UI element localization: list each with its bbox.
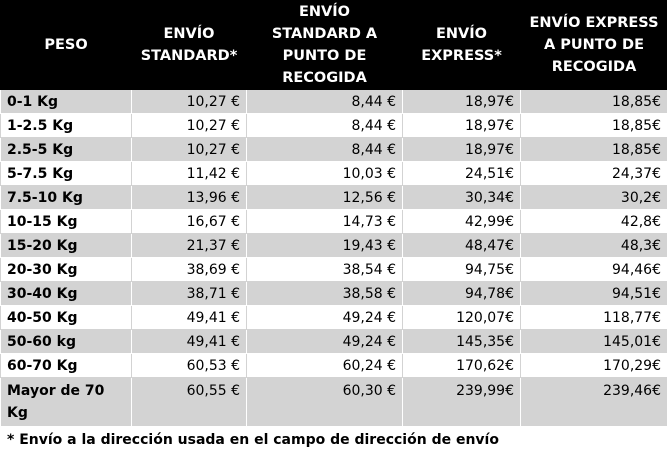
express-pickup-price-cell: 24,37€ xyxy=(521,162,667,186)
standard-price-cell: 38,69 € xyxy=(132,258,247,282)
standard-price-cell: 10,27 € xyxy=(132,90,247,114)
weight-cell: 60-70 Kg xyxy=(1,354,132,378)
header-standard-pickup: ENVÍO STANDARD A PUNTO DE RECOGIDA xyxy=(247,1,403,90)
weight-cell: 30-40 Kg xyxy=(1,282,132,306)
table-row xyxy=(1,306,667,330)
standard-pickup-price-cell: 49,24 € xyxy=(247,330,403,354)
express-pickup-price-cell: 42,8€ xyxy=(521,210,667,234)
express-pickup-price-cell: 145,01€ xyxy=(521,330,667,354)
standard-price-cell: 49,41 € xyxy=(132,306,247,330)
express-price-cell: 48,47€ xyxy=(403,234,521,258)
standard-pickup-price-cell: 38,54 € xyxy=(247,258,403,282)
express-price-cell: 170,62€ xyxy=(403,354,521,378)
table-row xyxy=(1,330,667,354)
table-row xyxy=(1,234,667,258)
standard-price-cell: 10,27 € xyxy=(132,114,247,138)
weight-cell: Mayor de 70 Kg xyxy=(1,378,132,427)
table-row xyxy=(1,186,667,210)
table-row xyxy=(1,90,667,114)
table-row xyxy=(1,138,667,162)
weight-cell: 5-7.5 Kg xyxy=(1,162,132,186)
standard-pickup-price-cell: 8,44 € xyxy=(247,114,403,138)
weight-cell: 7.5-10 Kg xyxy=(1,186,132,210)
express-price-cell: 120,07€ xyxy=(403,306,521,330)
standard-price-cell: 49,41 € xyxy=(132,330,247,354)
standard-pickup-price-cell: 60,24 € xyxy=(247,354,403,378)
weight-cell: 40-50 Kg xyxy=(1,306,132,330)
weight-cell: 10-15 Kg xyxy=(1,210,132,234)
express-pickup-price-cell: 18,85€ xyxy=(521,114,667,138)
header-standard: ENVÍO STANDARD* xyxy=(132,1,247,90)
standard-price-cell: 13,96 € xyxy=(132,186,247,210)
standard-price-cell: 38,71 € xyxy=(132,282,247,306)
standard-pickup-price-cell: 8,44 € xyxy=(247,138,403,162)
express-pickup-price-cell: 30,2€ xyxy=(521,186,667,210)
express-pickup-price-cell: 118,77€ xyxy=(521,306,667,330)
header-express: ENVÍO EXPRESS* xyxy=(403,1,521,90)
express-price-cell: 18,97€ xyxy=(403,90,521,114)
express-pickup-price-cell: 94,51€ xyxy=(521,282,667,306)
header-row xyxy=(1,1,667,90)
footnote: * Envío a la dirección usada en el campo de dirección de envío xyxy=(7,432,499,448)
table-row xyxy=(1,282,667,306)
table-row xyxy=(1,378,667,427)
express-pickup-price-cell: 94,46€ xyxy=(521,258,667,282)
table-row xyxy=(1,210,667,234)
express-pickup-price-cell: 48,3€ xyxy=(521,234,667,258)
standard-pickup-price-cell: 19,43 € xyxy=(247,234,403,258)
express-pickup-price-cell: 18,85€ xyxy=(521,90,667,114)
table-body xyxy=(1,90,667,427)
express-price-cell: 24,51€ xyxy=(403,162,521,186)
header-express-pickup: ENVÍO EXPRESS A PUNTO DE RECOGIDA xyxy=(521,1,667,90)
standard-pickup-price-cell: 14,73 € xyxy=(247,210,403,234)
weight-cell: 50-60 kg xyxy=(1,330,132,354)
standard-price-cell: 60,53 € xyxy=(132,354,247,378)
express-price-cell: 94,75€ xyxy=(403,258,521,282)
express-price-cell: 30,34€ xyxy=(403,186,521,210)
table-row xyxy=(1,354,667,378)
weight-cell: 0-1 Kg xyxy=(1,90,132,114)
standard-pickup-price-cell: 12,56 € xyxy=(247,186,403,210)
weight-cell: 1-2.5 Kg xyxy=(1,114,132,138)
standard-pickup-price-cell: 60,30 € xyxy=(247,378,403,427)
header-weight: PESO xyxy=(1,1,132,90)
standard-pickup-price-cell: 10,03 € xyxy=(247,162,403,186)
standard-pickup-price-cell: 49,24 € xyxy=(247,306,403,330)
express-price-cell: 239,99€ xyxy=(403,378,521,427)
table-row xyxy=(1,114,667,138)
standard-price-cell: 60,55 € xyxy=(132,378,247,427)
weight-cell: 20-30 Kg xyxy=(1,258,132,282)
standard-pickup-price-cell: 8,44 € xyxy=(247,90,403,114)
express-pickup-price-cell: 170,29€ xyxy=(521,354,667,378)
table-header xyxy=(1,1,667,90)
standard-price-cell: 21,37 € xyxy=(132,234,247,258)
standard-pickup-price-cell: 38,58 € xyxy=(247,282,403,306)
express-price-cell: 18,97€ xyxy=(403,138,521,162)
standard-price-cell: 11,42 € xyxy=(132,162,247,186)
standard-price-cell: 10,27 € xyxy=(132,138,247,162)
express-price-cell: 145,35€ xyxy=(403,330,521,354)
express-price-cell: 94,78€ xyxy=(403,282,521,306)
weight-cell: 15-20 Kg xyxy=(1,234,132,258)
express-pickup-price-cell: 239,46€ xyxy=(521,378,667,427)
table-row xyxy=(1,258,667,282)
express-pickup-price-cell: 18,85€ xyxy=(521,138,667,162)
express-price-cell: 18,97€ xyxy=(403,114,521,138)
table-row xyxy=(1,162,667,186)
standard-price-cell: 16,67 € xyxy=(132,210,247,234)
express-price-cell: 42,99€ xyxy=(403,210,521,234)
weight-cell: 2.5-5 Kg xyxy=(1,138,132,162)
